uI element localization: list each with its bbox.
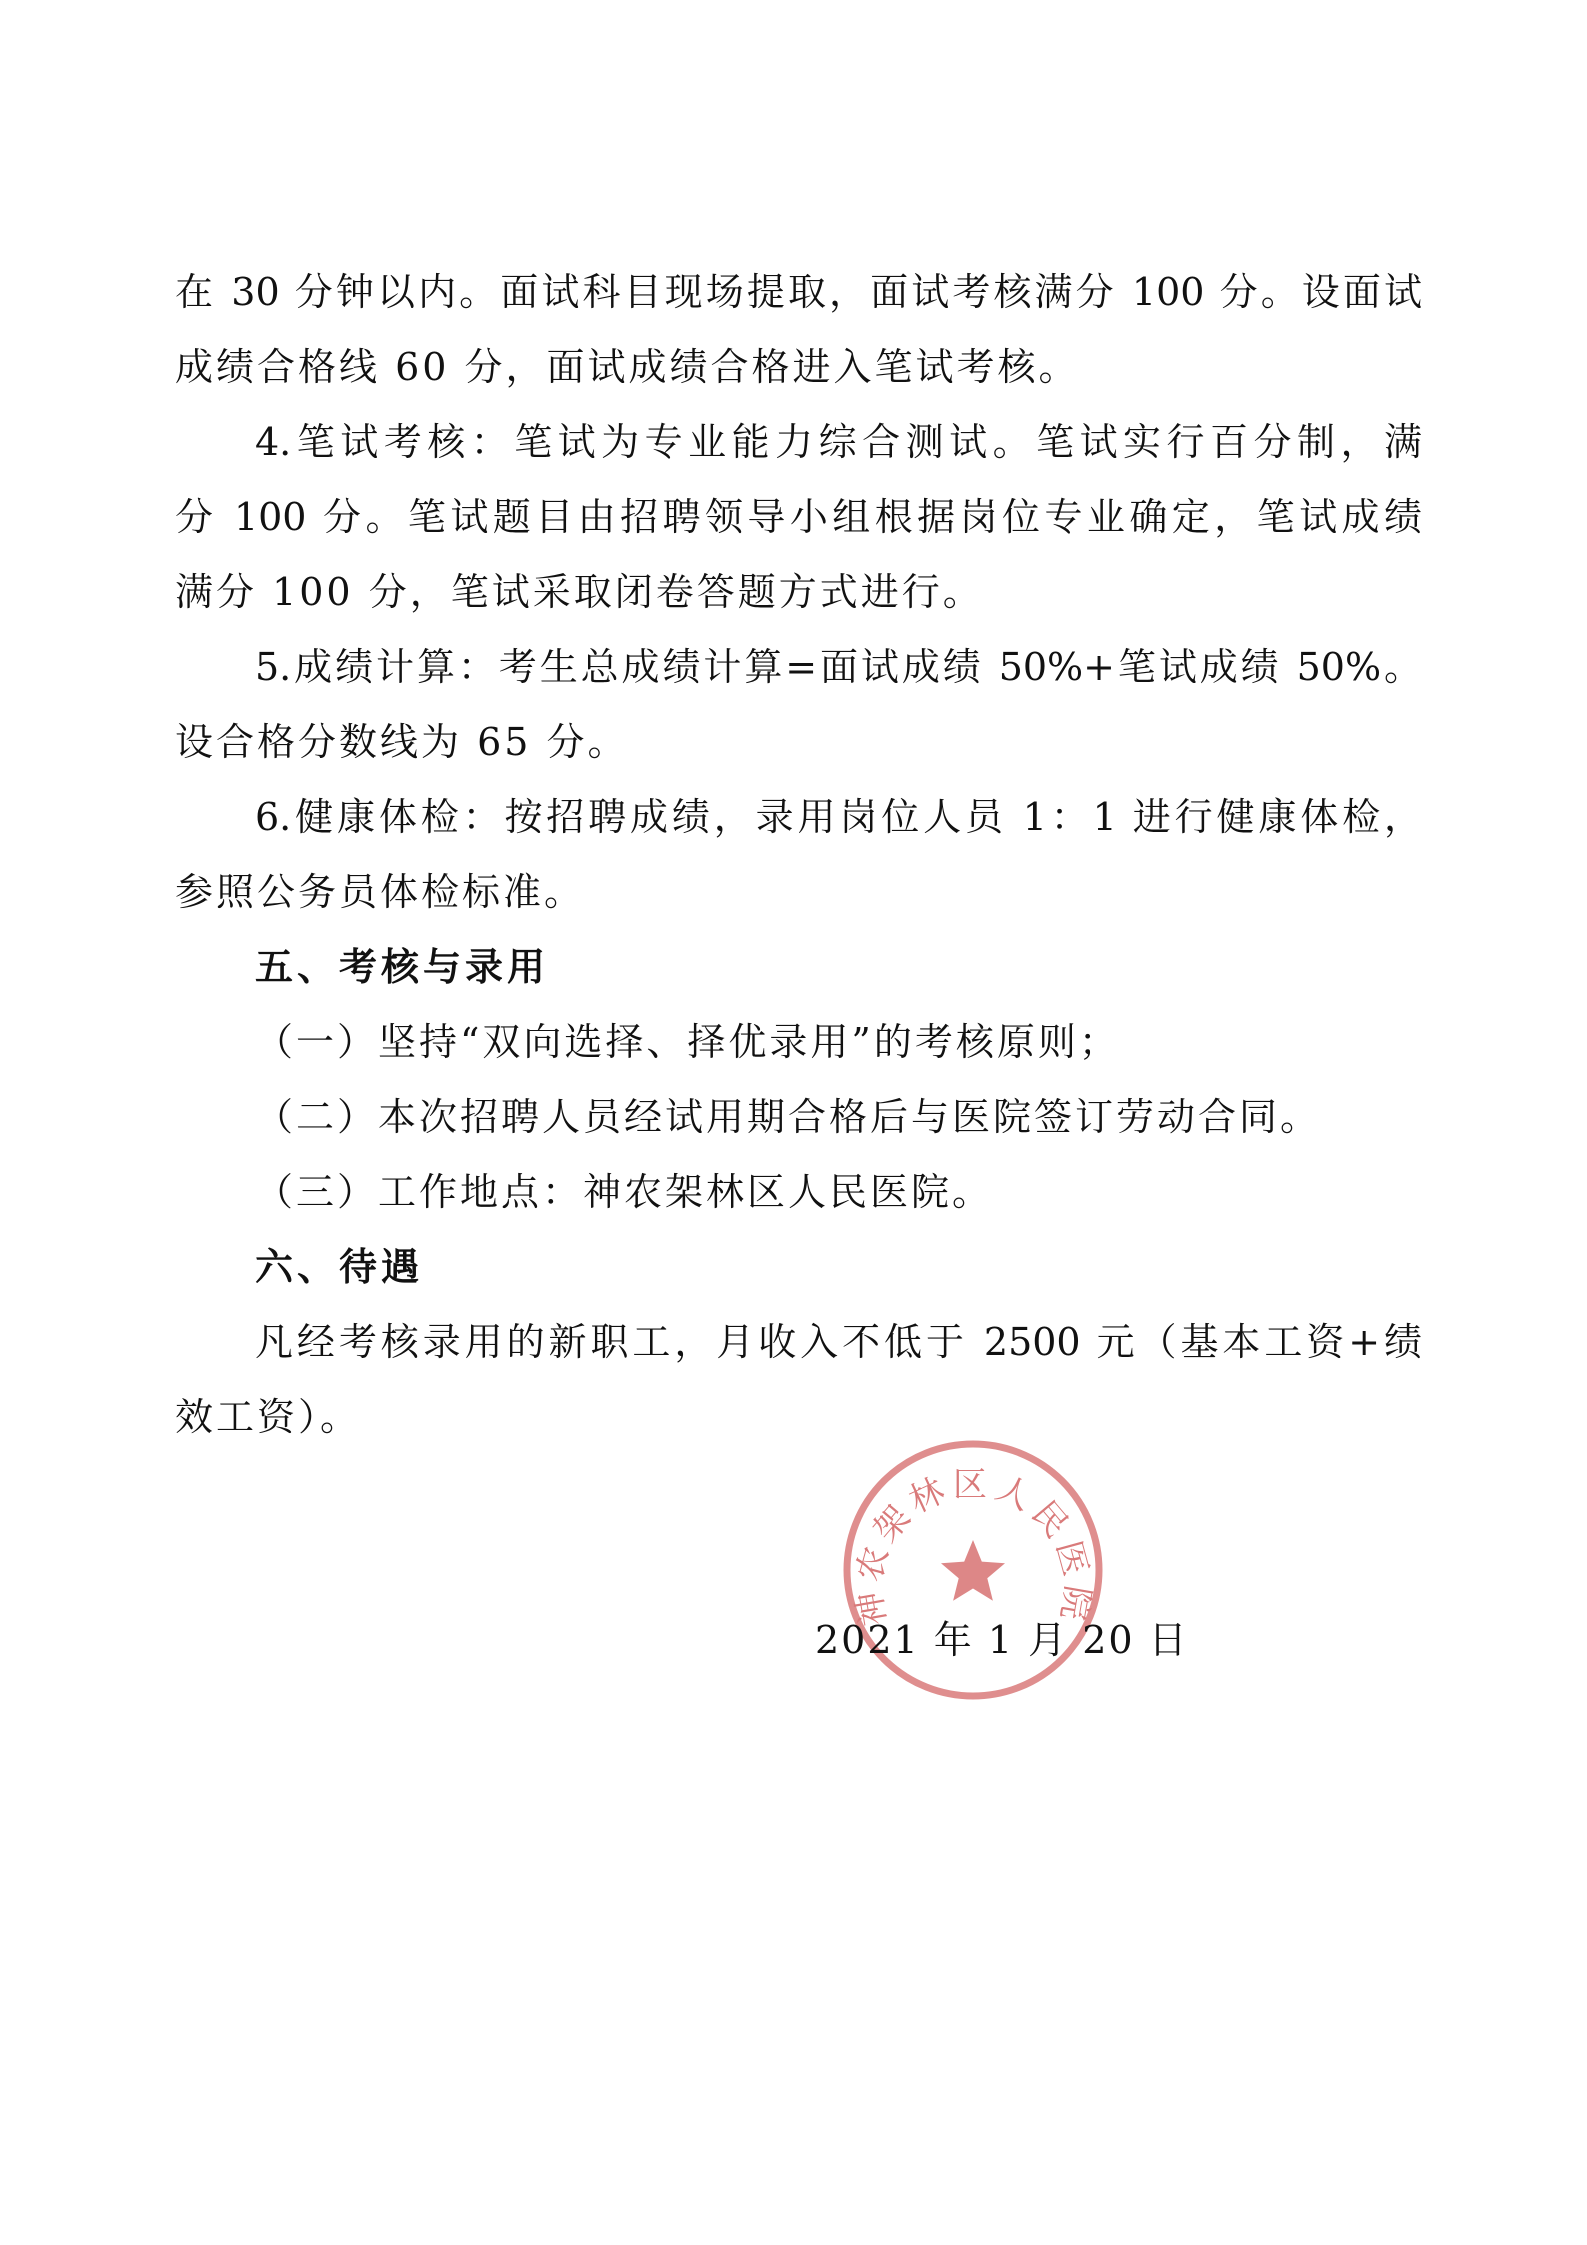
paragraph-line: 满分 100 分，笔试采取闭卷答题方式进行。	[175, 570, 984, 614]
paragraph-line: （三）工作地点：神农架林区人民医院。	[255, 1170, 994, 1214]
paragraph-line: 6.健康体检：按招聘成绩，录用岗位人员 1：1 进行健康体检，	[255, 795, 1422, 839]
paragraph-line: 凡经考核录用的新职工，月收入不低于 2500 元（基本工资+绩	[255, 1320, 1422, 1364]
paragraph-line: 5.成绩计算：考生总成绩计算=面试成绩 50%+笔试成绩 50%。	[255, 645, 1422, 689]
official-seal-stamp	[833, 1430, 1113, 1710]
paragraph-line: 成绩合格线 60 分，面试成绩合格进入笔试考核。	[175, 345, 1080, 389]
section-heading-salary: 六、待遇	[255, 1245, 424, 1289]
star-icon	[941, 1540, 1005, 1601]
paragraph-line: （二）本次招聘人员经试用期合格后与医院签订劳动合同。	[255, 1095, 1322, 1139]
paragraph-line: 4.笔试考核：笔试为专业能力综合测试。笔试实行百分制，满	[255, 420, 1422, 464]
paragraph-line: （一）坚持“双向选择、择优录用”的考核原则；	[255, 1020, 1120, 1064]
paragraph-line: 参照公务员体检标准。	[175, 870, 586, 914]
document-date: 2021 年 1 月 20 日	[815, 1618, 1189, 1662]
paragraph-line: 分 100 分。笔试题目由招聘领导小组根据岗位专业确定，笔试成绩	[175, 495, 1422, 539]
paragraph-line: 设合格分数线为 65 分。	[175, 720, 629, 764]
seal-text: 神农架林区人民医院	[848, 1465, 1098, 1629]
paragraph-line: 在 30 分钟以内。面试科目现场提取，面试考核满分 100 分。设面试	[175, 270, 1422, 314]
section-heading-assessment: 五、考核与录用	[255, 945, 550, 989]
paragraph-line: 效工资）。	[175, 1395, 362, 1439]
